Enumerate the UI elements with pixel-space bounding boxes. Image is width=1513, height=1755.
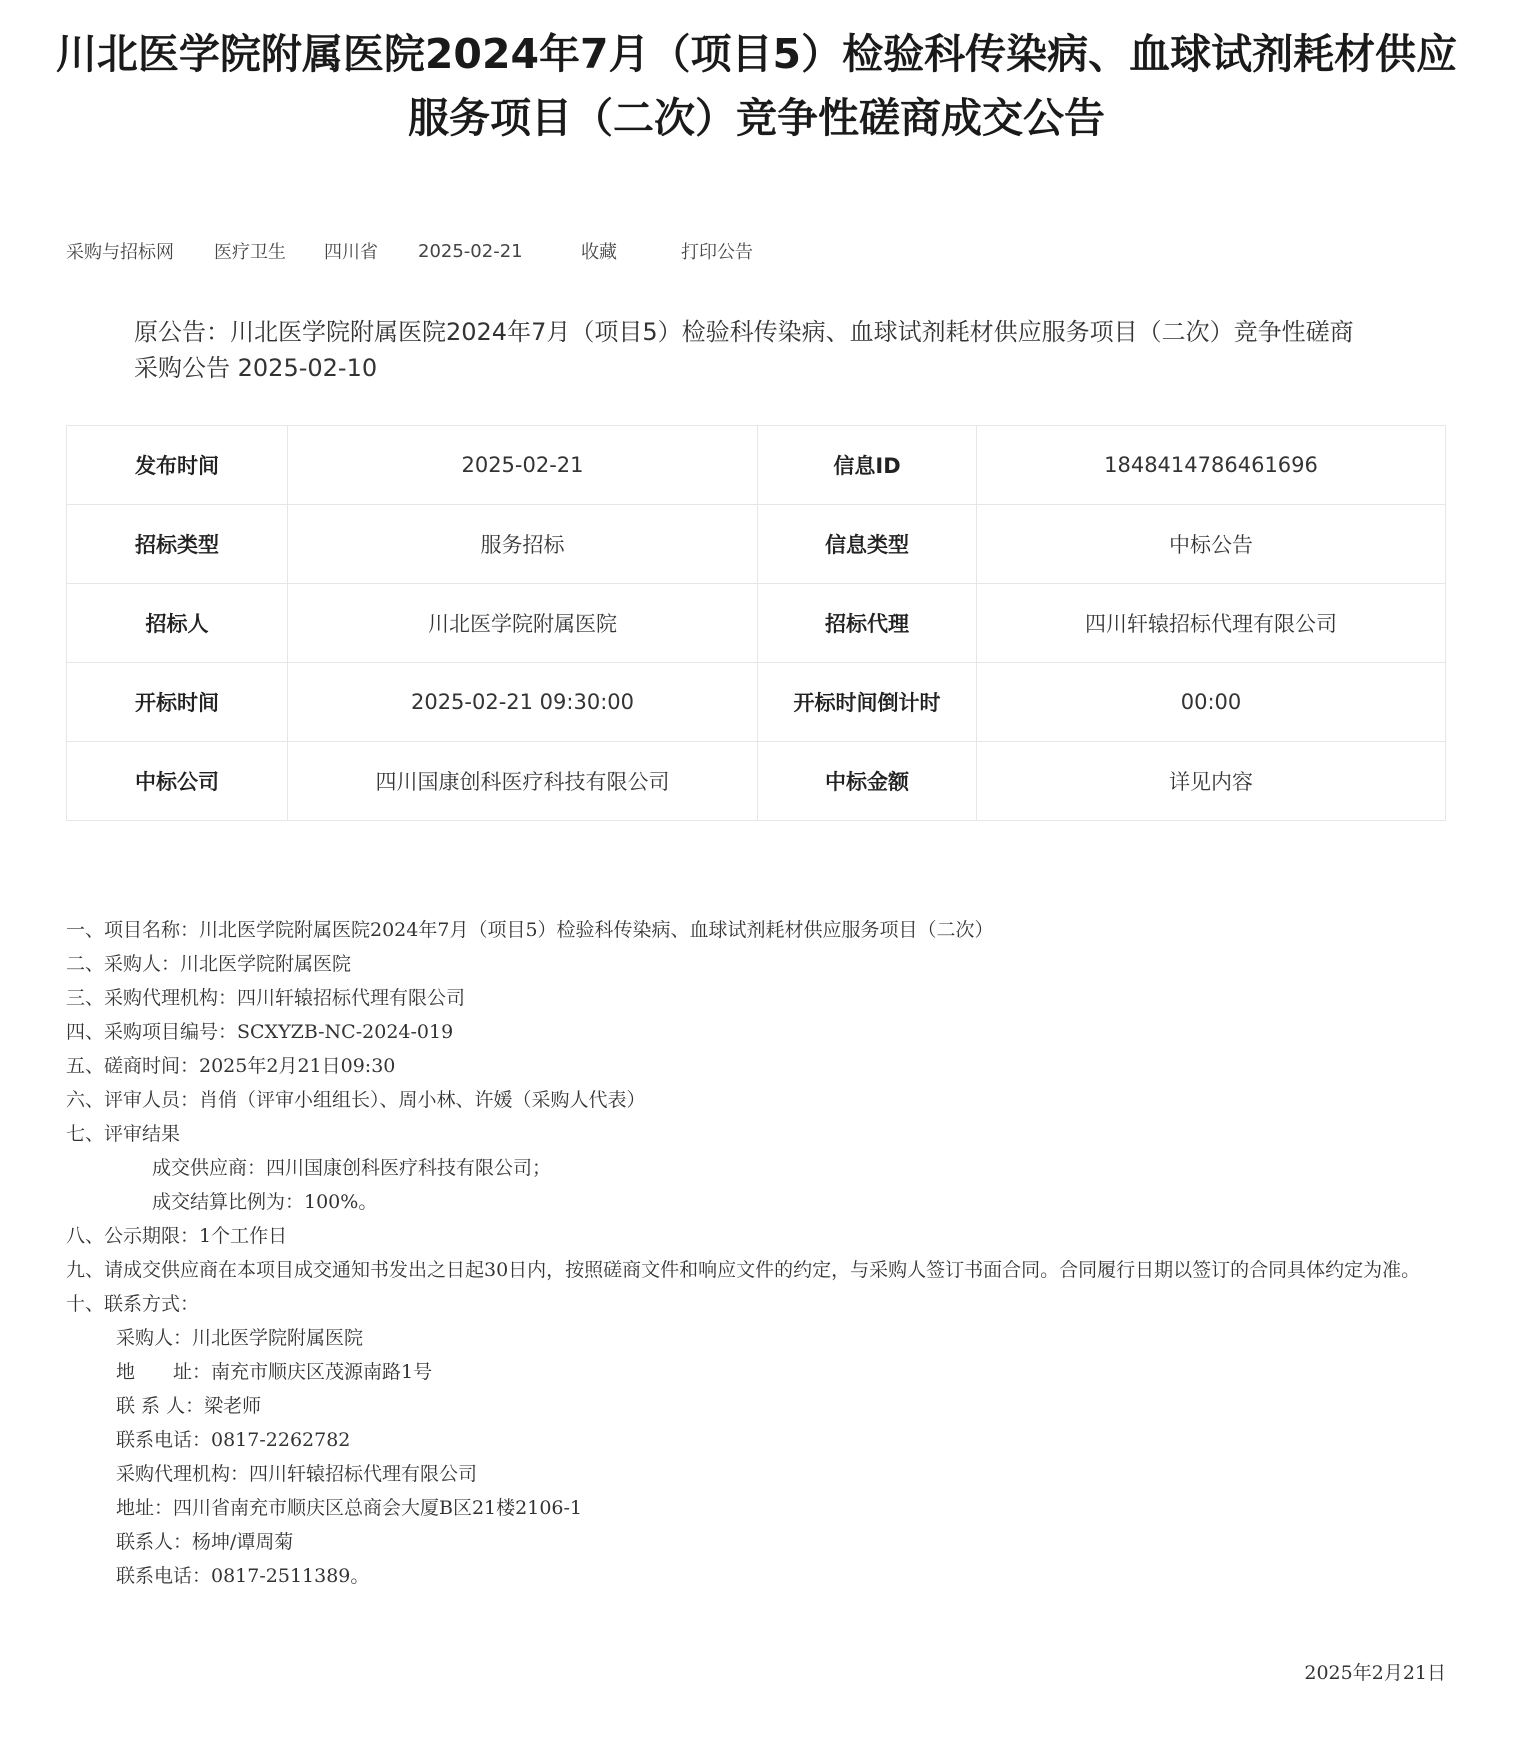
meta-category[interactable]: 医疗卫生 bbox=[214, 242, 286, 263]
content-line-contact-heading: 十、联系方式： bbox=[66, 1293, 200, 1315]
table-row bbox=[67, 742, 1446, 821]
content-line-reviewers: 六、评审人员：肖俏（评审小组组长）、周小林、许媛（采购人代表） bbox=[66, 1089, 646, 1111]
info-table bbox=[66, 425, 1446, 821]
original-notice-date: 2025-02-10 bbox=[237, 354, 378, 382]
label-info-id: 信息ID bbox=[758, 426, 977, 505]
label-countdown: 开标时间倒计时 bbox=[758, 663, 977, 742]
value-publish-time: 2025-02-21 bbox=[288, 426, 758, 505]
value-agent: 四川轩辕招标代理有限公司 bbox=[977, 584, 1446, 663]
table-row bbox=[67, 426, 1446, 505]
value-tender-type: 服务招标 bbox=[288, 505, 758, 584]
value-winning-company: 四川国康创科医疗科技有限公司 bbox=[288, 742, 758, 821]
notice-content bbox=[66, 913, 1446, 1593]
print-button[interactable]: 打印公告 bbox=[681, 242, 753, 263]
table-row bbox=[67, 584, 1446, 663]
value-info-id: 1848414786461696 bbox=[977, 426, 1446, 505]
table-row bbox=[67, 663, 1446, 742]
label-tenderer: 招标人 bbox=[67, 584, 288, 663]
contact-purchaser: 采购人：川北医学院附属医院 bbox=[116, 1327, 364, 1349]
content-line-project-name: 一、项目名称：川北医学院附属医院2024年7月（项目5）检验科传染病、血球试剂耗材供应服务项目（二次） bbox=[66, 919, 994, 941]
content-line-contract: 九、请成交供应商在本项目成交通知书发出之日起30日内，按照磋商文件和响应文件的约定，与采购人签订书面合同。合同履行日期以签订的合同具体约定为准。 bbox=[66, 1259, 1421, 1281]
content-line-supplier: 成交供应商：四川国康创科医疗科技有限公司； bbox=[152, 1157, 552, 1179]
meta-date: 2025-02-21 bbox=[418, 240, 523, 262]
contact-address: 地 址：南充市顺庆区茂源南路1号 bbox=[116, 1361, 433, 1383]
value-countdown: 00:00 bbox=[977, 663, 1446, 742]
original-notice-link[interactable]: 川北医学院附属医院2024年7月（项目5）检验科传染病、血球试剂耗材供应服务项目（二次）竞争性磋商采购公告 bbox=[134, 318, 1354, 382]
contact-phone: 联系电话：0817-2262782 bbox=[116, 1429, 351, 1451]
label-open-time: 开标时间 bbox=[67, 663, 288, 742]
content-line-agency: 三、采购代理机构：四川轩辕招标代理有限公司 bbox=[66, 987, 466, 1009]
content-line-consult-time: 五、磋商时间：2025年2月21日09:30 bbox=[66, 1055, 396, 1077]
value-open-time: 2025-02-21 09:30:00 bbox=[288, 663, 758, 742]
contact-agency-address: 地址：四川省南充市顺庆区总商会大厦B区21楼2106-1 bbox=[116, 1497, 583, 1519]
meta-site[interactable]: 采购与招标网 bbox=[66, 242, 174, 263]
page-title: 川北医学院附属医院2024年7月（项目5）检验科传染病、血球试剂耗材供应服务项目（二次）竞争性磋商成交公告 bbox=[55, 30, 1458, 142]
value-info-type: 中标公告 bbox=[977, 505, 1446, 584]
label-agent: 招标代理 bbox=[758, 584, 977, 663]
label-winning-company: 中标公司 bbox=[67, 742, 288, 821]
favorite-button[interactable]: 收藏 bbox=[581, 242, 617, 263]
content-line-purchaser: 二、采购人：川北医学院附属医院 bbox=[66, 953, 352, 975]
value-winning-amount: 详见内容 bbox=[977, 742, 1446, 821]
label-publish-time: 发布时间 bbox=[67, 426, 288, 505]
label-winning-amount: 中标金额 bbox=[758, 742, 977, 821]
content-line-review-result: 七、评审结果 bbox=[66, 1123, 181, 1145]
content-line-ratio: 成交结算比例为：100%。 bbox=[152, 1191, 378, 1213]
contact-agency-phone: 联系电话：0817-2511389。 bbox=[116, 1565, 370, 1587]
contact-person: 联 系 人：梁老师 bbox=[116, 1395, 262, 1417]
meta-bar bbox=[66, 237, 753, 265]
original-notice-prefix: 原公告： bbox=[134, 318, 230, 346]
contact-agency-person: 联系人：杨坤/谭周菊 bbox=[116, 1531, 294, 1553]
signature-date: 2025年2月21日 bbox=[1304, 1662, 1446, 1684]
value-tenderer: 川北医学院附属医院 bbox=[288, 584, 758, 663]
label-tender-type: 招标类型 bbox=[67, 505, 288, 584]
content-line-publicity: 八、公示期限：1个工作日 bbox=[66, 1225, 288, 1247]
original-notice bbox=[134, 314, 1374, 386]
table-row bbox=[67, 505, 1446, 584]
label-info-type: 信息类型 bbox=[758, 505, 977, 584]
content-line-project-number: 四、采购项目编号：SCXYZB-NC-2024-019 bbox=[66, 1021, 454, 1043]
contact-agency: 采购代理机构：四川轩辕招标代理有限公司 bbox=[116, 1463, 478, 1485]
meta-province[interactable]: 四川省 bbox=[324, 242, 378, 263]
